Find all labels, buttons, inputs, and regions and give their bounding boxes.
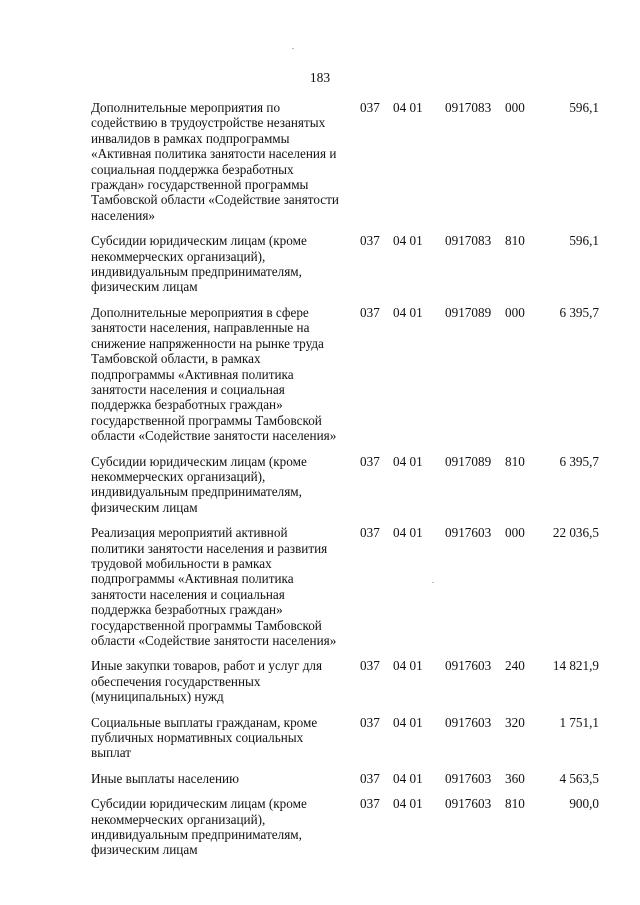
row-gr-code: 037 bbox=[360, 796, 380, 812]
row-expense-type-code: 000 bbox=[505, 304, 525, 320]
table-row bbox=[91, 305, 599, 454]
table-row bbox=[91, 100, 599, 233]
row-section-code: 04 01 bbox=[393, 233, 423, 249]
row-amount: 6 395,7 bbox=[559, 453, 599, 469]
row-section-code: 04 01 bbox=[393, 714, 423, 730]
row-name: Субсидии юридическим лицам (кроме некоммерческих организаций), индивидуальным предпринимателям, физическим лицам bbox=[91, 233, 307, 295]
row-expense-type-code: 320 bbox=[505, 714, 525, 730]
table-row bbox=[91, 715, 599, 771]
row-amount: 14 821,9 bbox=[552, 658, 599, 674]
row-expense-type-code: 240 bbox=[505, 658, 525, 674]
table-row bbox=[91, 454, 599, 526]
row-amount: 1 751,1 bbox=[559, 714, 599, 730]
row-section-code: 04 01 bbox=[393, 100, 423, 115]
row-section-code: 04 01 bbox=[393, 525, 423, 541]
row-name: Реализация мероприятий активной политики занятости населения и развития трудовой мобильности в рамках подпрограммы «Активная политика занятости населения и социальная поддержка безработных граждан» государственной программы Тамбовской области «Содействие занятости населения» bbox=[91, 525, 337, 648]
row-gr-code: 037 bbox=[360, 714, 380, 730]
row-gr-code: 037 bbox=[360, 100, 380, 115]
scan-speck bbox=[292, 48, 294, 49]
row-expense-type-code: 810 bbox=[505, 233, 525, 249]
row-name: Дополнительные мероприятия в сфере занятости населения, направленные на снижение напряженности на рынке труда Тамбовской области, в рамках подпрограммы «Активная политика занятости населения и социальная поддержка безработных граждан» государственной программы Тамбовской области «Содействие занятости населения» bbox=[91, 304, 337, 444]
row-name: Социальные выплаты гражданам, кроме публичных нормативных социальных выплат bbox=[91, 714, 318, 761]
budget-table bbox=[91, 100, 599, 868]
row-amount: 596,1 bbox=[569, 233, 599, 249]
row-gr-code: 037 bbox=[360, 770, 380, 786]
row-name: Субсидии юридическим лицам (кроме некоммерческих организаций), индивидуальным предпринимателям, физическим лицам bbox=[91, 796, 307, 858]
row-target-code: 0917603 bbox=[445, 714, 492, 730]
row-target-code: 0917603 bbox=[445, 796, 492, 812]
table-row bbox=[91, 771, 599, 796]
row-target-code: 0917603 bbox=[445, 525, 492, 541]
table-row bbox=[91, 796, 599, 868]
row-name: Дополнительные мероприятия по содействию в трудоустройстве незанятых инвалидов в рамках подпрограммы «Активная политика занятости населения и социальная поддержка безработных граждан» государственной программы Тамбовской области «Содействие занятости населения» bbox=[91, 100, 339, 223]
row-gr-code: 037 bbox=[360, 525, 380, 541]
row-expense-type-code: 000 bbox=[505, 525, 525, 541]
row-amount: 6 395,7 bbox=[559, 304, 599, 320]
row-target-code: 0917089 bbox=[445, 453, 492, 469]
row-target-code: 0917603 bbox=[445, 658, 492, 674]
row-target-code: 0917089 bbox=[445, 304, 492, 320]
row-section-code: 04 01 bbox=[393, 304, 423, 320]
row-amount: 900,0 bbox=[569, 796, 599, 812]
row-expense-type-code: 810 bbox=[505, 796, 525, 812]
row-gr-code: 037 bbox=[360, 453, 380, 469]
row-gr-code: 037 bbox=[360, 304, 380, 320]
row-name: Субсидии юридическим лицам (кроме некоммерческих организаций), индивидуальным предпринимателям, физическим лицам bbox=[91, 453, 307, 515]
table-row bbox=[91, 525, 599, 658]
row-target-code: 0917603 bbox=[445, 770, 492, 786]
row-section-code: 04 01 bbox=[393, 658, 423, 674]
row-amount: 596,1 bbox=[569, 100, 599, 115]
row-expense-type-code: 810 bbox=[505, 453, 525, 469]
row-target-code: 0917083 bbox=[445, 233, 492, 249]
table-row bbox=[91, 233, 599, 305]
row-expense-type-code: 000 bbox=[505, 100, 525, 115]
row-section-code: 04 01 bbox=[393, 453, 423, 469]
row-gr-code: 037 bbox=[360, 233, 380, 249]
row-section-code: 04 01 bbox=[393, 796, 423, 812]
row-amount: 22 036,5 bbox=[552, 525, 599, 541]
row-name: Иные закупки товаров, работ и услуг для обеспечения государственных (муниципальных) нужд bbox=[91, 658, 323, 705]
page-number: 183 bbox=[309, 70, 331, 85]
table-row bbox=[91, 658, 599, 714]
row-expense-type-code: 360 bbox=[505, 770, 525, 786]
row-target-code: 0917083 bbox=[445, 100, 492, 115]
row-section-code: 04 01 bbox=[393, 770, 423, 786]
row-gr-code: 037 bbox=[360, 658, 380, 674]
row-name: Иные выплаты населению bbox=[91, 770, 239, 786]
row-amount: 4 563,5 bbox=[559, 770, 599, 786]
